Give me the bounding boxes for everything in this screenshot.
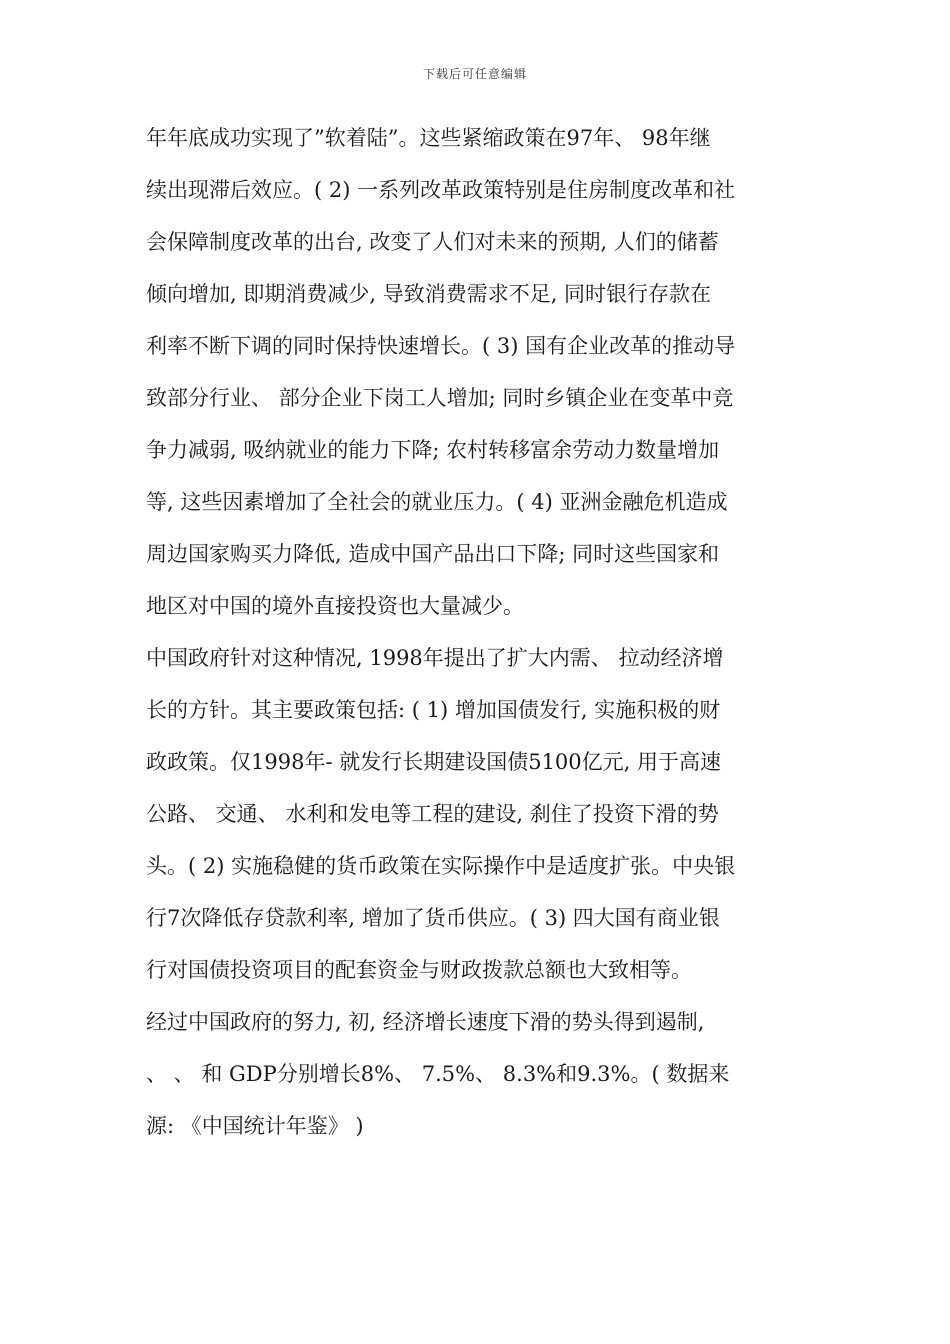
text-line: 利率不断下调的同时保持快速增长。( 3) 国有企业改革的推动导 xyxy=(146,334,736,358)
text-line: 长的方针。其主要政策包括: ( 1) 增加国债发行, 实施积极的财 xyxy=(146,698,721,722)
text-line: 公路、 交通、 水利和发电等工程的建设, 刹住了投资下滑的势 xyxy=(146,802,719,826)
text-line: 会保障制度改革的出台, 改变了人们对未来的预期, 人们的储蓄 xyxy=(146,230,719,254)
paragraph-3 xyxy=(146,1002,806,1158)
text-line: 行7次降低存贷款利率, 增加了货币供应。( 3) 四大国有商业银 xyxy=(146,906,720,930)
text-line: 中国政府针对这种情况, 1998年提出了扩大内需、 拉动经济增 xyxy=(146,646,724,670)
text-line: 周边国家购买力降低, 造成中国产品出口下降; 同时这些国家和 xyxy=(146,542,720,566)
text-line: 地区对中国的境外直接投资也大量减少。 xyxy=(146,594,524,618)
text-line: 倾向增加, 即期消费减少, 导致消费需求不足, 同时银行存款在 xyxy=(146,282,712,306)
text-line: 致部分行业、 部分企业下岗工人增加; 同时乡镇企业在变革中竞 xyxy=(146,386,734,410)
text-line: 政政策。仅1998年- 就发行长期建设国债5100亿元, 用于高速 xyxy=(146,750,722,774)
text-line: 争力减弱, 吸纳就业的能力下降; 农村转移富余劳动力数量增加 xyxy=(146,438,720,462)
text-line: 行对国债投资项目的配套资金与财政拨款总额也大致相等。 xyxy=(146,958,692,982)
text-line: 头。( 2) 实施稳健的货币政策在实际操作中是适度扩张。中央银 xyxy=(146,854,736,878)
paragraph-2 xyxy=(146,638,806,1002)
text-line: 续出现滞后效应。( 2) 一系列改革政策特别是住房制度改革和社 xyxy=(146,178,736,202)
text-line: 等, 这些因素增加了全社会的就业压力。( 4) 亚洲金融危机造成 xyxy=(146,490,728,514)
text-line: 经过中国政府的努力, 初, 经济增长速度下滑的势头得到遏制, xyxy=(146,1010,705,1034)
paragraph-1 xyxy=(146,118,806,638)
text-line: 年年底成功实现了”软着陆”。这些紧缩政策在97年、 98年继 xyxy=(146,126,711,150)
text-line: 、 、 和 GDP分别增长8%、 7.5%、 8.3%和9.3%。( 数据来 xyxy=(146,1062,730,1086)
text-line: 源: 《中国统计年鉴》 ) xyxy=(146,1114,364,1138)
document-body xyxy=(146,118,806,1158)
page-header: 下载后可任意编辑 xyxy=(422,67,527,81)
